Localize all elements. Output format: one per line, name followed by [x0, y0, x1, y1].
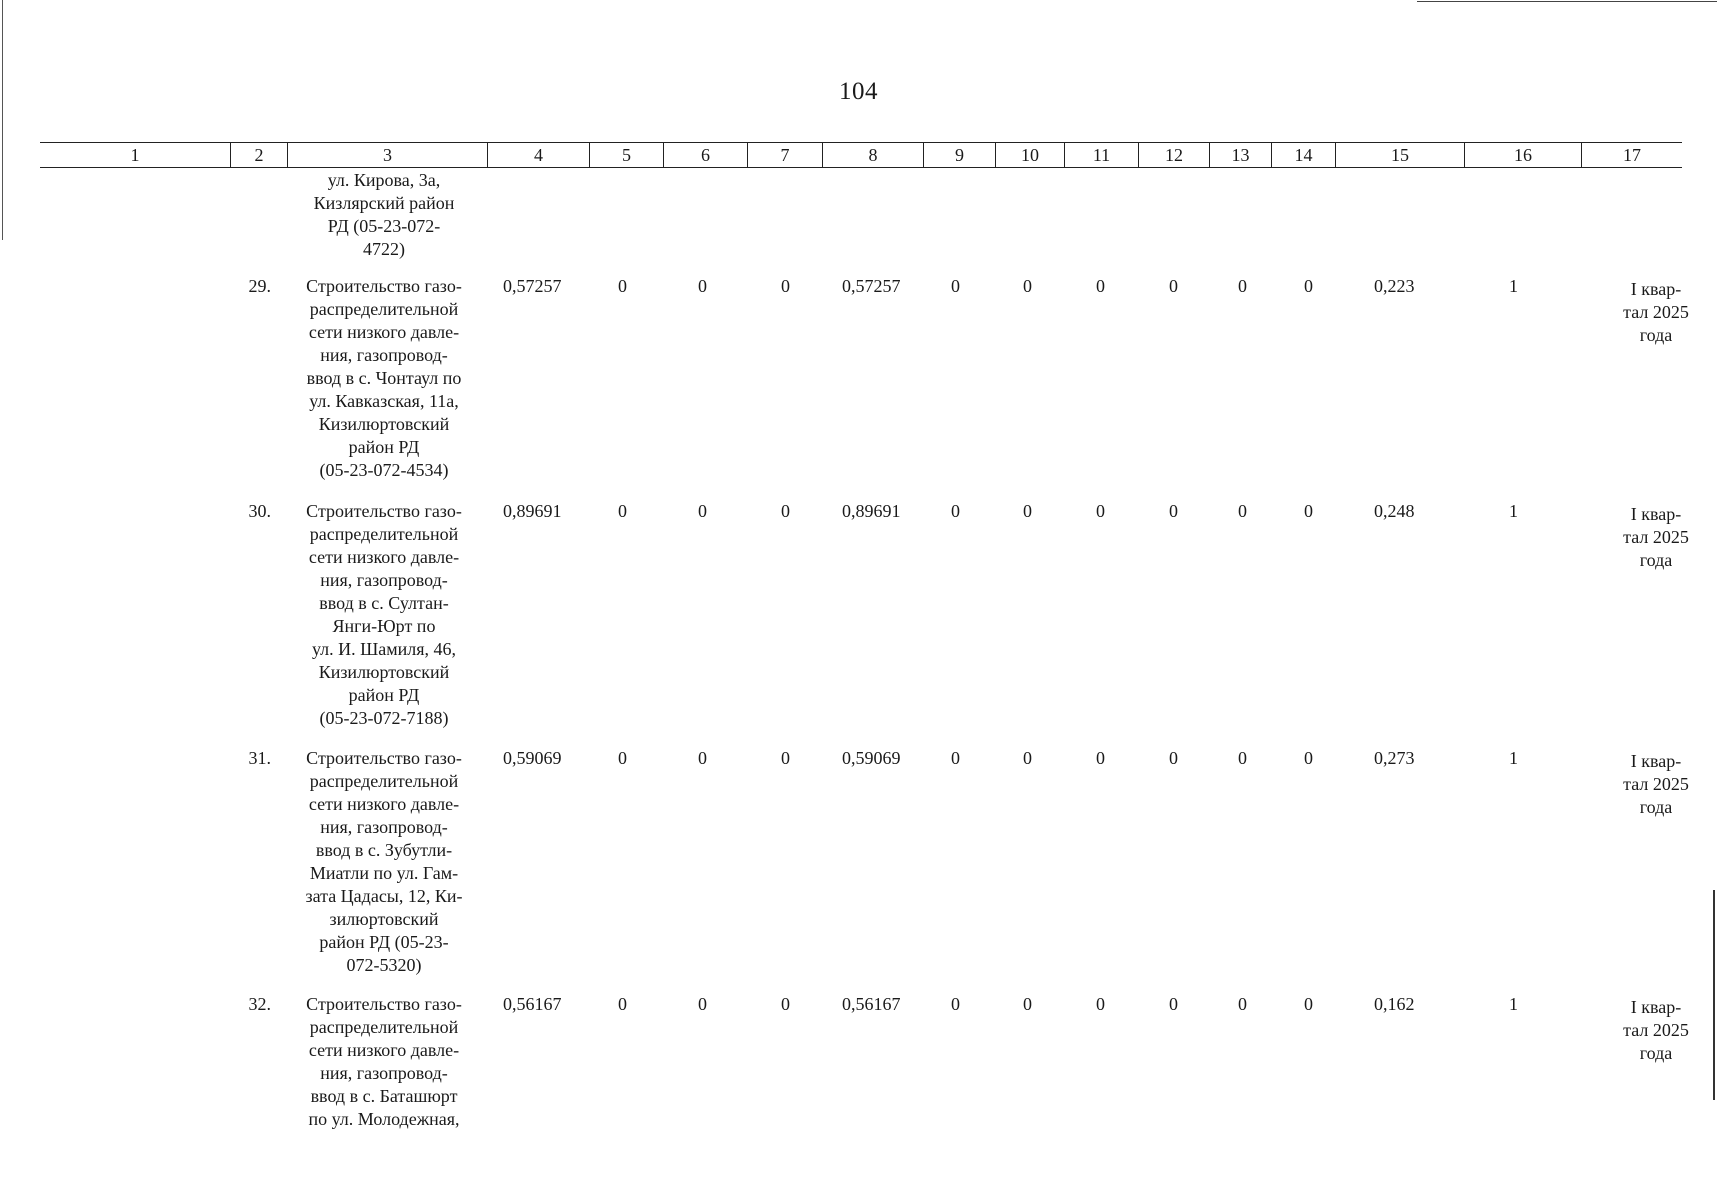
- table-header-row: [40, 142, 1682, 168]
- column-number-14: 14: [1271, 143, 1335, 167]
- row-deadline: I квар- тал 2025 года: [1623, 751, 1689, 817]
- cell-c11: 0: [1096, 994, 1105, 1014]
- cell-c11: 0: [1096, 501, 1105, 521]
- cell-c9: 0: [951, 748, 960, 768]
- row-deadline: I квар- тал 2025 года: [1623, 997, 1689, 1063]
- row-description: Строительство газо- распределительной сети низкого давле- ния, газопровод- ввод в с. Чонтаул по ул. Кавказская, 11а, Кизилюртовский район РД (05-23-072-4534): [306, 276, 462, 480]
- cell-c16: 1: [1509, 501, 1518, 521]
- cell-c10: 0: [1023, 994, 1032, 1014]
- scan-edge-right: [1713, 890, 1715, 1100]
- cell-c14: 0: [1304, 501, 1313, 521]
- cell-c5: 0: [618, 501, 627, 521]
- cell-c4: 0,57257: [503, 276, 562, 296]
- row-number: 32.: [248, 994, 271, 1014]
- cell-c12: 0: [1169, 748, 1178, 768]
- row-deadline: I квар- тал 2025 года: [1623, 504, 1689, 570]
- column-number-5: 5: [589, 143, 663, 167]
- column-number-10: 10: [995, 143, 1064, 167]
- continuation-description: ул. Кирова, 3а, Кизлярский район РД (05-23-072- 4722): [313, 170, 455, 259]
- cell-c9: 0: [951, 994, 960, 1014]
- cell-c7: 0: [781, 501, 790, 521]
- cell-c8: 0,59069: [842, 748, 901, 768]
- column-number-1: 1: [130, 145, 140, 165]
- column-number-4: 4: [487, 143, 589, 167]
- cell-c8: 0,56167: [842, 994, 901, 1014]
- cell-c9: 0: [951, 276, 960, 296]
- cell-c7: 0: [781, 748, 790, 768]
- cell-c15: 0,248: [1374, 501, 1415, 521]
- cell-c9: 0: [951, 501, 960, 521]
- scan-edge-left: [2, 0, 3, 240]
- column-number-3: 3: [287, 143, 487, 167]
- column-number-11: 11: [1064, 143, 1138, 167]
- cell-c12: 0: [1169, 276, 1178, 296]
- cell-c7: 0: [781, 276, 790, 296]
- column-number-16: 16: [1464, 143, 1581, 167]
- cell-c10: 0: [1023, 748, 1032, 768]
- cell-c15: 0,223: [1374, 276, 1415, 296]
- row-description: Строительство газо- распределительной сети низкого давле- ния, газопровод- ввод в с. Султан- Янги-Юрт по ул. И. Шамиля, 46, Кизилюртовский район РД (05-23-072-7188): [306, 501, 462, 728]
- cell-c16: 1: [1509, 748, 1518, 768]
- cell-c15: 0,162: [1374, 994, 1415, 1014]
- scan-edge-top: [1417, 1, 1717, 2]
- cell-c5: 0: [618, 994, 627, 1014]
- cell-c4: 0,89691: [503, 501, 562, 521]
- row-description: Строительство газо- распределительной сети низкого давле- ния, газопровод- ввод в с. Баташюрт по ул. Молодежная,: [306, 994, 462, 1129]
- column-number-9: 9: [923, 143, 995, 167]
- cell-c13: 0: [1238, 994, 1247, 1014]
- cell-c10: 0: [1023, 501, 1032, 521]
- cell-c6: 0: [698, 276, 707, 296]
- cell-c4: 0,59069: [503, 748, 562, 768]
- cell-c5: 0: [618, 276, 627, 296]
- cell-c14: 0: [1304, 276, 1313, 296]
- row-number: 29.: [248, 276, 271, 296]
- cell-c14: 0: [1304, 994, 1313, 1014]
- cell-c11: 0: [1096, 748, 1105, 768]
- cell-c12: 0: [1169, 501, 1178, 521]
- cell-c4: 0,56167: [503, 994, 562, 1014]
- row-number: 31.: [248, 748, 271, 768]
- row-number: 30.: [248, 501, 271, 521]
- cell-c13: 0: [1238, 276, 1247, 296]
- page-number: 104: [839, 78, 878, 105]
- cell-c15: 0,273: [1374, 748, 1415, 768]
- column-number-15: 15: [1335, 143, 1464, 167]
- column-number-13: 13: [1209, 143, 1271, 167]
- column-number-17: 17: [1581, 143, 1682, 167]
- cell-c11: 0: [1096, 276, 1105, 296]
- cell-c5: 0: [618, 748, 627, 768]
- column-number-7: 7: [747, 143, 822, 167]
- cell-c8: 0,89691: [842, 501, 901, 521]
- cell-c6: 0: [698, 994, 707, 1014]
- cell-c16: 1: [1509, 994, 1518, 1014]
- cell-c6: 0: [698, 501, 707, 521]
- cell-c13: 0: [1238, 748, 1247, 768]
- cell-c7: 0: [781, 994, 790, 1014]
- column-number-12: 12: [1138, 143, 1209, 167]
- cell-c6: 0: [698, 748, 707, 768]
- cell-c8: 0,57257: [842, 276, 901, 296]
- column-number-8: 8: [822, 143, 923, 167]
- cell-c16: 1: [1509, 276, 1518, 296]
- cell-c14: 0: [1304, 748, 1313, 768]
- row-description: Строительство газо- распределительной сети низкого давле- ния, газопровод- ввод в с. Зубутли- Миатли по ул. Гам- зата Цадасы, 12, Ки- зилюртовский район РД (05-23- 072-5320): [305, 748, 463, 975]
- cell-c12: 0: [1169, 994, 1178, 1014]
- column-number-2: 2: [230, 143, 287, 167]
- cell-c10: 0: [1023, 276, 1032, 296]
- row-deadline: I квар- тал 2025 года: [1623, 279, 1689, 345]
- column-number-6: 6: [663, 143, 747, 167]
- cell-c13: 0: [1238, 501, 1247, 521]
